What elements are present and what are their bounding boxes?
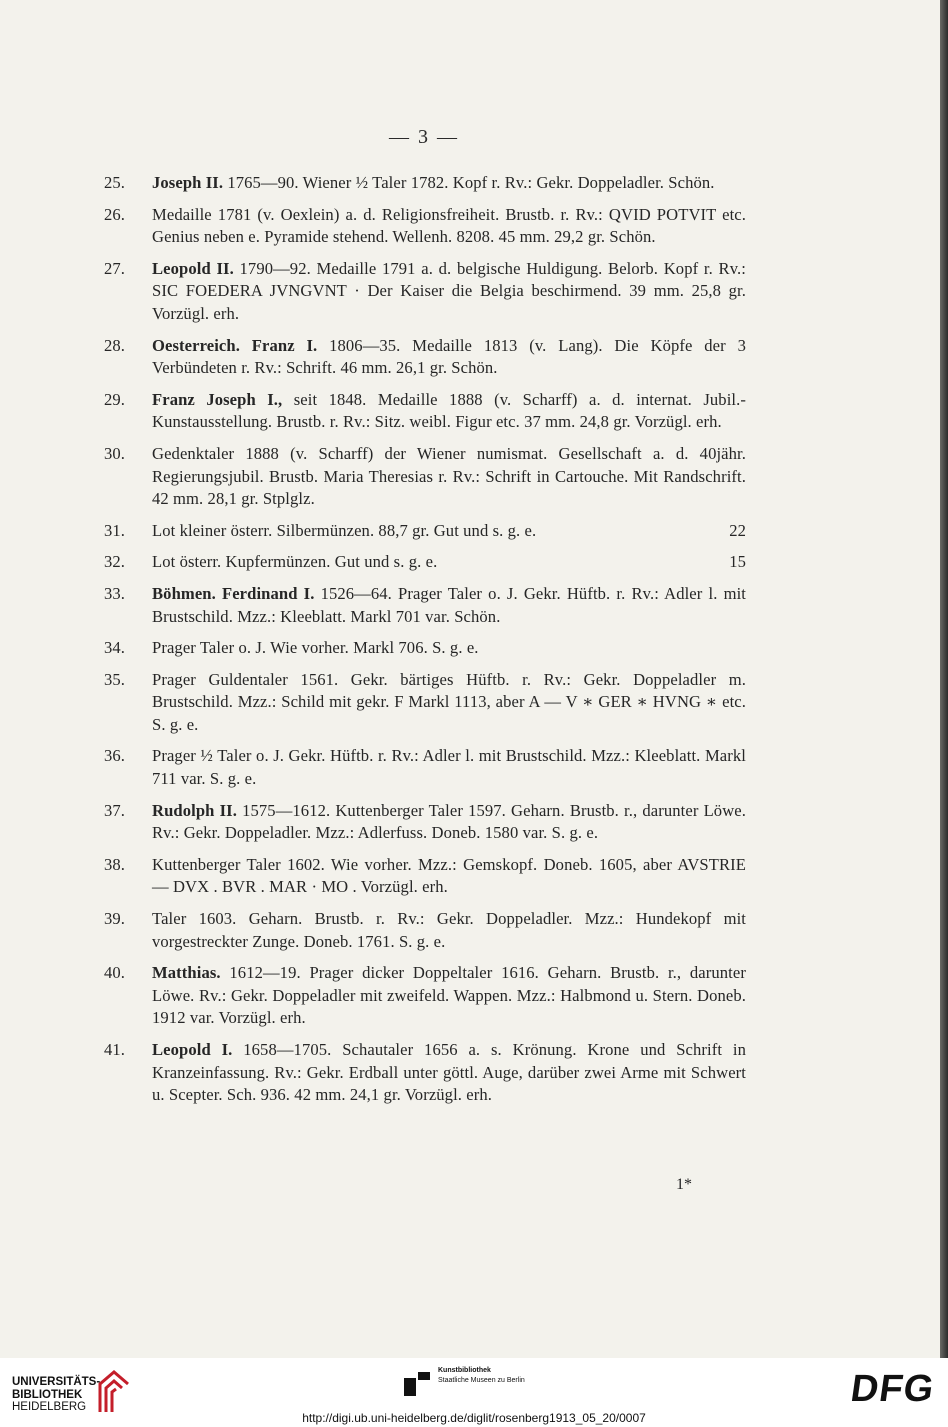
- catalog-entry: [104, 204, 746, 249]
- footer-bar: [0, 1358, 948, 1427]
- entry-number: 25.: [104, 173, 126, 192]
- entry-text: 1790—92. Medaille 1791 a. d. belgische Huldigung. Belorb. Kopf r. Rv.: SIC FOEDERA JVNGVNT · Der Kaiser die Belgia beschirmend. 39 mm. 25,8 gr. Vorzügl. erh.: [152, 258, 746, 323]
- uni-line-3: HEIDELBERG: [12, 1401, 87, 1413]
- entry-heading: Oesterreich. Franz I.: [152, 335, 318, 355]
- entry-text: 1658—1705. Schautaler 1656 a. s. Krönung. Krone und Schrift in Kranzeinfassung. Rv.: Gekr. Erdball unter göttl. Auge, darüber zwei Arme mit Schwert u. Scepter. Sch. 936. 42 mm. 24,1 gr. Vorzügl. erh.: [152, 1040, 746, 1105]
- catalog-entry: [104, 389, 746, 434]
- entry-number: 35.: [104, 669, 126, 689]
- uni-line-2: BIBLIOTHEK: [12, 1388, 83, 1401]
- entry-text: Lot österr. Kupfermünzen. Gut und s. g. e.: [152, 552, 438, 572]
- entry-number: 26.: [104, 204, 126, 224]
- entry-heading: Joseph II.: [152, 173, 224, 192]
- entry-price: 15: [729, 552, 746, 572]
- entry-number: 29.: [104, 389, 126, 409]
- entry-text: Taler 1603. Geharn. Brustb. r. Rv.: Gekr. Doppeladler. Mzz.: Hundekopf mit vorgestreckter Zunge. Doneb. 1761. S. g. e.: [152, 909, 746, 951]
- entry-text: seit 1848. Medaille 1888 (v. Scharff) a. d. internat. Jubil.-Kunstausstellung. Brustb. r. Rv.: Sitz. weibl. Figur etc. 37 mm. 24,8 gr. Vorzügl. erh.: [152, 389, 746, 432]
- entry-number: 36.: [104, 746, 126, 766]
- page-edge: [940, 0, 948, 1358]
- catalog-entry: [104, 854, 746, 899]
- uni-line-1: UNIVERSITÄTS-: [12, 1376, 101, 1388]
- entry-number: 28.: [104, 335, 126, 355]
- entry-text: Gedenktaler 1888 (v. Scharff) der Wiener numismat. Gesellschaft a. d. 40jähr. Regierungsjubil. Brustb. Maria Theresias r. Rv.: Schrift in Cartouche. Mit Randschrift. 42 mm. 28,1 gr. Stplglz.: [152, 443, 746, 509]
- entry-number: 30.: [104, 443, 126, 463]
- catalog-entry: [104, 583, 746, 628]
- entry-number: 37.: [104, 800, 126, 820]
- permalink-url[interactable]: http://digi.ub.uni-heidelberg.de/diglit/rosenberg1913_05_20/0007: [302, 1411, 646, 1425]
- entry-heading: Leopold I.: [152, 1040, 233, 1059]
- entry-number: 38.: [104, 854, 126, 874]
- catalog-entry: [104, 745, 746, 790]
- catalog-entry: [104, 962, 746, 1030]
- entry-text: 1575—1612. Kuttenberger Taler 1597. Geharn. Brustb. r., darunter Löwe. Rv.: Gekr. Doppeladler. Mzz.: Adlerfuss. Doneb. 1580 var. S. g. e.: [152, 800, 746, 843]
- entry-number: 41.: [104, 1040, 126, 1059]
- entry-number: 31.: [104, 520, 126, 540]
- kunstbibliothek-logo-icon[interactable]: [404, 1372, 430, 1396]
- entry-text: Kuttenberger Taler 1602. Wie vorher. Mzz.: Gemskopf. Doneb. 1605, aber AVSTRIE — DVX . BVR . MAR · MO . Vorzügl. erh.: [152, 854, 746, 897]
- entry-number: 32.: [104, 552, 126, 572]
- entry-heading: Rudolph II.: [152, 800, 237, 820]
- heidelberg-logo-icon[interactable]: [94, 1364, 134, 1416]
- catalog-entry: [104, 637, 746, 660]
- entry-number: 40.: [104, 963, 126, 983]
- entry-text: 1612—19. Prager dicker Doppeltaler 1616. Geharn. Brustb. r., darunter Löwe. Rv.: Gekr. Doppeladler mit zweifeld. Wappen. Mzz.: Halbmond u. Stern. Doneb. 1912 var. Vorzügl. erh.: [152, 963, 746, 1028]
- catalog-entries: [104, 172, 746, 1116]
- catalog-entry: [104, 443, 746, 511]
- entry-number: 39.: [104, 909, 126, 929]
- catalog-entry: [104, 669, 746, 737]
- catalog-entry: [104, 551, 746, 574]
- entry-text: Prager Guldentaler 1561. Gekr. bärtiges Hüftb. r. Rv.: Gekr. Doppeladler m. Brustschild. Mzz.: Schild mit gekr. F Markl 1113, aber A — V ∗ GER ∗ HVNG ∗ etc. S. g. e.: [152, 669, 746, 734]
- entry-text: Prager Taler o. J. Wie vorher. Markl 706. S. g. e.: [152, 638, 479, 658]
- catalog-entry: [104, 800, 746, 845]
- entry-heading: Franz Joseph I.,: [152, 389, 283, 409]
- entry-text: 1806—35. Medaille 1813 (v. Lang). Die Köpfe der 3 Verbündeten r. Rv.: Schrift. 46 mm. 26,1 gr. Schön.: [152, 335, 746, 378]
- entry-number: 34.: [104, 638, 126, 658]
- entry-text: 1526—64. Prager Taler o. J. Gekr. Hüftb. r. Rv.: Adler l. mit Brustschild. Mzz.: Kleeblatt. Markl 701 var. Schön.: [152, 583, 746, 626]
- catalog-entry: [104, 335, 746, 380]
- dfg-logo[interactable]: DFG: [847, 1368, 938, 1410]
- catalog-entry: [104, 908, 746, 953]
- university-library-logo-text[interactable]: [12, 1376, 100, 1414]
- entry-number: 27.: [104, 258, 126, 278]
- entry-text: Medaille 1781 (v. Oexlein) a. d. Religionsfreiheit. Brustb. r. Rv.: QVID POTVIT etc. Genius neben e. Pyramide stehend. Wellenh. 8208. 45 mm. 29,2 gr. Schön.: [152, 204, 746, 247]
- catalog-entry: [104, 1039, 746, 1107]
- entry-text: 1765—90. Wiener ½ Taler 1782. Kopf r. Rv.: Gekr. Doppeladler. Schön.: [223, 173, 715, 192]
- catalog-entry: [104, 520, 746, 543]
- entry-heading: Böhmen. Ferdinand I.: [152, 583, 315, 603]
- entry-text: Prager ½ Taler o. J. Gekr. Hüftb. r. Rv.: Adler l. mit Brustschild. Mzz.: Kleeblatt. Markl 711 var. S. g. e.: [152, 746, 746, 789]
- kb-title: Kunstbibliothek: [438, 1367, 491, 1374]
- entry-price: 22: [729, 520, 746, 540]
- page-number: — 3 —: [389, 126, 459, 148]
- catalog-entry: [104, 258, 746, 326]
- signature-mark: 1*: [676, 1176, 692, 1193]
- kunstbibliothek-text[interactable]: [438, 1366, 525, 1386]
- entry-text: Lot kleiner österr. Silbermünzen. 88,7 gr. Gut und s. g. e.: [152, 520, 537, 540]
- entry-heading: Matthias.: [152, 963, 221, 983]
- kb-subtitle: Staatliche Museen zu Berlin: [438, 1377, 525, 1384]
- entry-number: 33.: [104, 583, 126, 603]
- catalog-entry: [104, 172, 746, 195]
- entry-heading: Leopold II.: [152, 258, 234, 278]
